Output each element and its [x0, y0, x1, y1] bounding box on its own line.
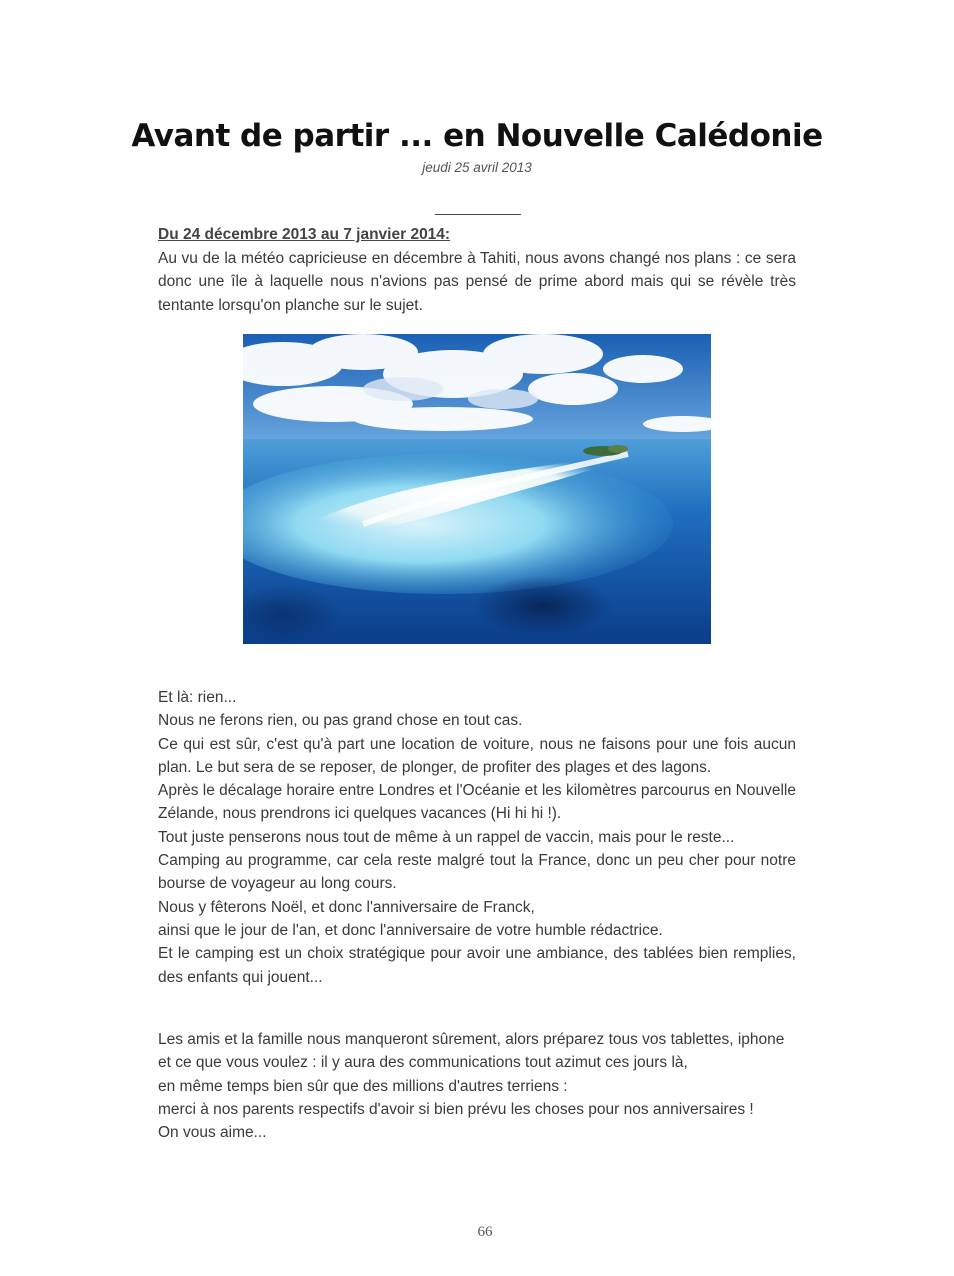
paragraph: On vous aime... — [158, 1124, 267, 1142]
section-heading: Du 24 décembre 2013 au 7 janvier 2014: — [158, 226, 451, 243]
lagoon-photo — [243, 334, 711, 644]
paragraph: Nous ne ferons rien, ou pas grand chose en tout cas. — [158, 712, 523, 730]
closing-text — [158, 1028, 800, 1144]
paragraph: en même temps bien sûr que des millions d'autres terriens : — [158, 1077, 568, 1095]
separator-line: ___________ — [435, 199, 521, 215]
paragraph: Camping au programme, car cela reste malgré tout la France, donc un peu cher pour notre bourse de voyageur au long cours. — [158, 852, 796, 893]
paragraph: Et le camping est un choix stratégique pour avoir une ambiance, des tablées bien remplies, des enfants qui jouent... — [158, 945, 796, 986]
paragraph: Nous y fêterons Noël, et donc l'anniversaire de Franck, — [158, 898, 535, 916]
paragraph: merci à nos parents respectifs d'avoir si bien prévu les choses pour nos anniversaires ! — [158, 1100, 754, 1118]
paragraph: Après le décalage horaire entre Londres et l'Océanie et les kilomètres parcourus en Nouvelle Zélande, nous prendrons ici quelques vacances (Hi hi hi !). — [158, 782, 796, 823]
page-number: 66 — [477, 1224, 493, 1240]
article-title: Avant de partir ... en Nouvelle Calédonie — [131, 118, 823, 154]
body-text — [158, 686, 796, 989]
intro-text — [158, 247, 796, 317]
paragraph: Au vu de la météo capricieuse en décembre à Tahiti, nous avons changé nos plans : ce sera donc une île à laquelle nous n'avions pas pensé de prime abord mais qui se révèle très tentante lorsqu'on planche sur le sujet. — [158, 250, 796, 314]
paragraph: Les amis et la famille nous manqueront sûrement, alors préparez tous vos tablettes, iphone — [158, 1031, 785, 1048]
paragraph: Tout juste penserons nous tout de même à un rappel de vaccin, mais pour le reste... — [158, 828, 735, 846]
paragraph: Ce qui est sûr, c'est qu'à part une location de voiture, nous ne faisons pour une fois aucun plan. Le but sera de se reposer, de plonger, de profiter des plages et des lagons. — [158, 735, 796, 776]
paragraph: et ce que vous voulez : il y aura des communications tout azimut ces jours là, — [158, 1054, 688, 1072]
article-date: jeudi 25 avril 2013 — [422, 160, 532, 175]
paragraph: Et là: rien... — [158, 689, 237, 706]
paragraph: ainsi que le jour de l'an, et donc l'anniversaire de votre humble rédactrice. — [158, 921, 663, 939]
